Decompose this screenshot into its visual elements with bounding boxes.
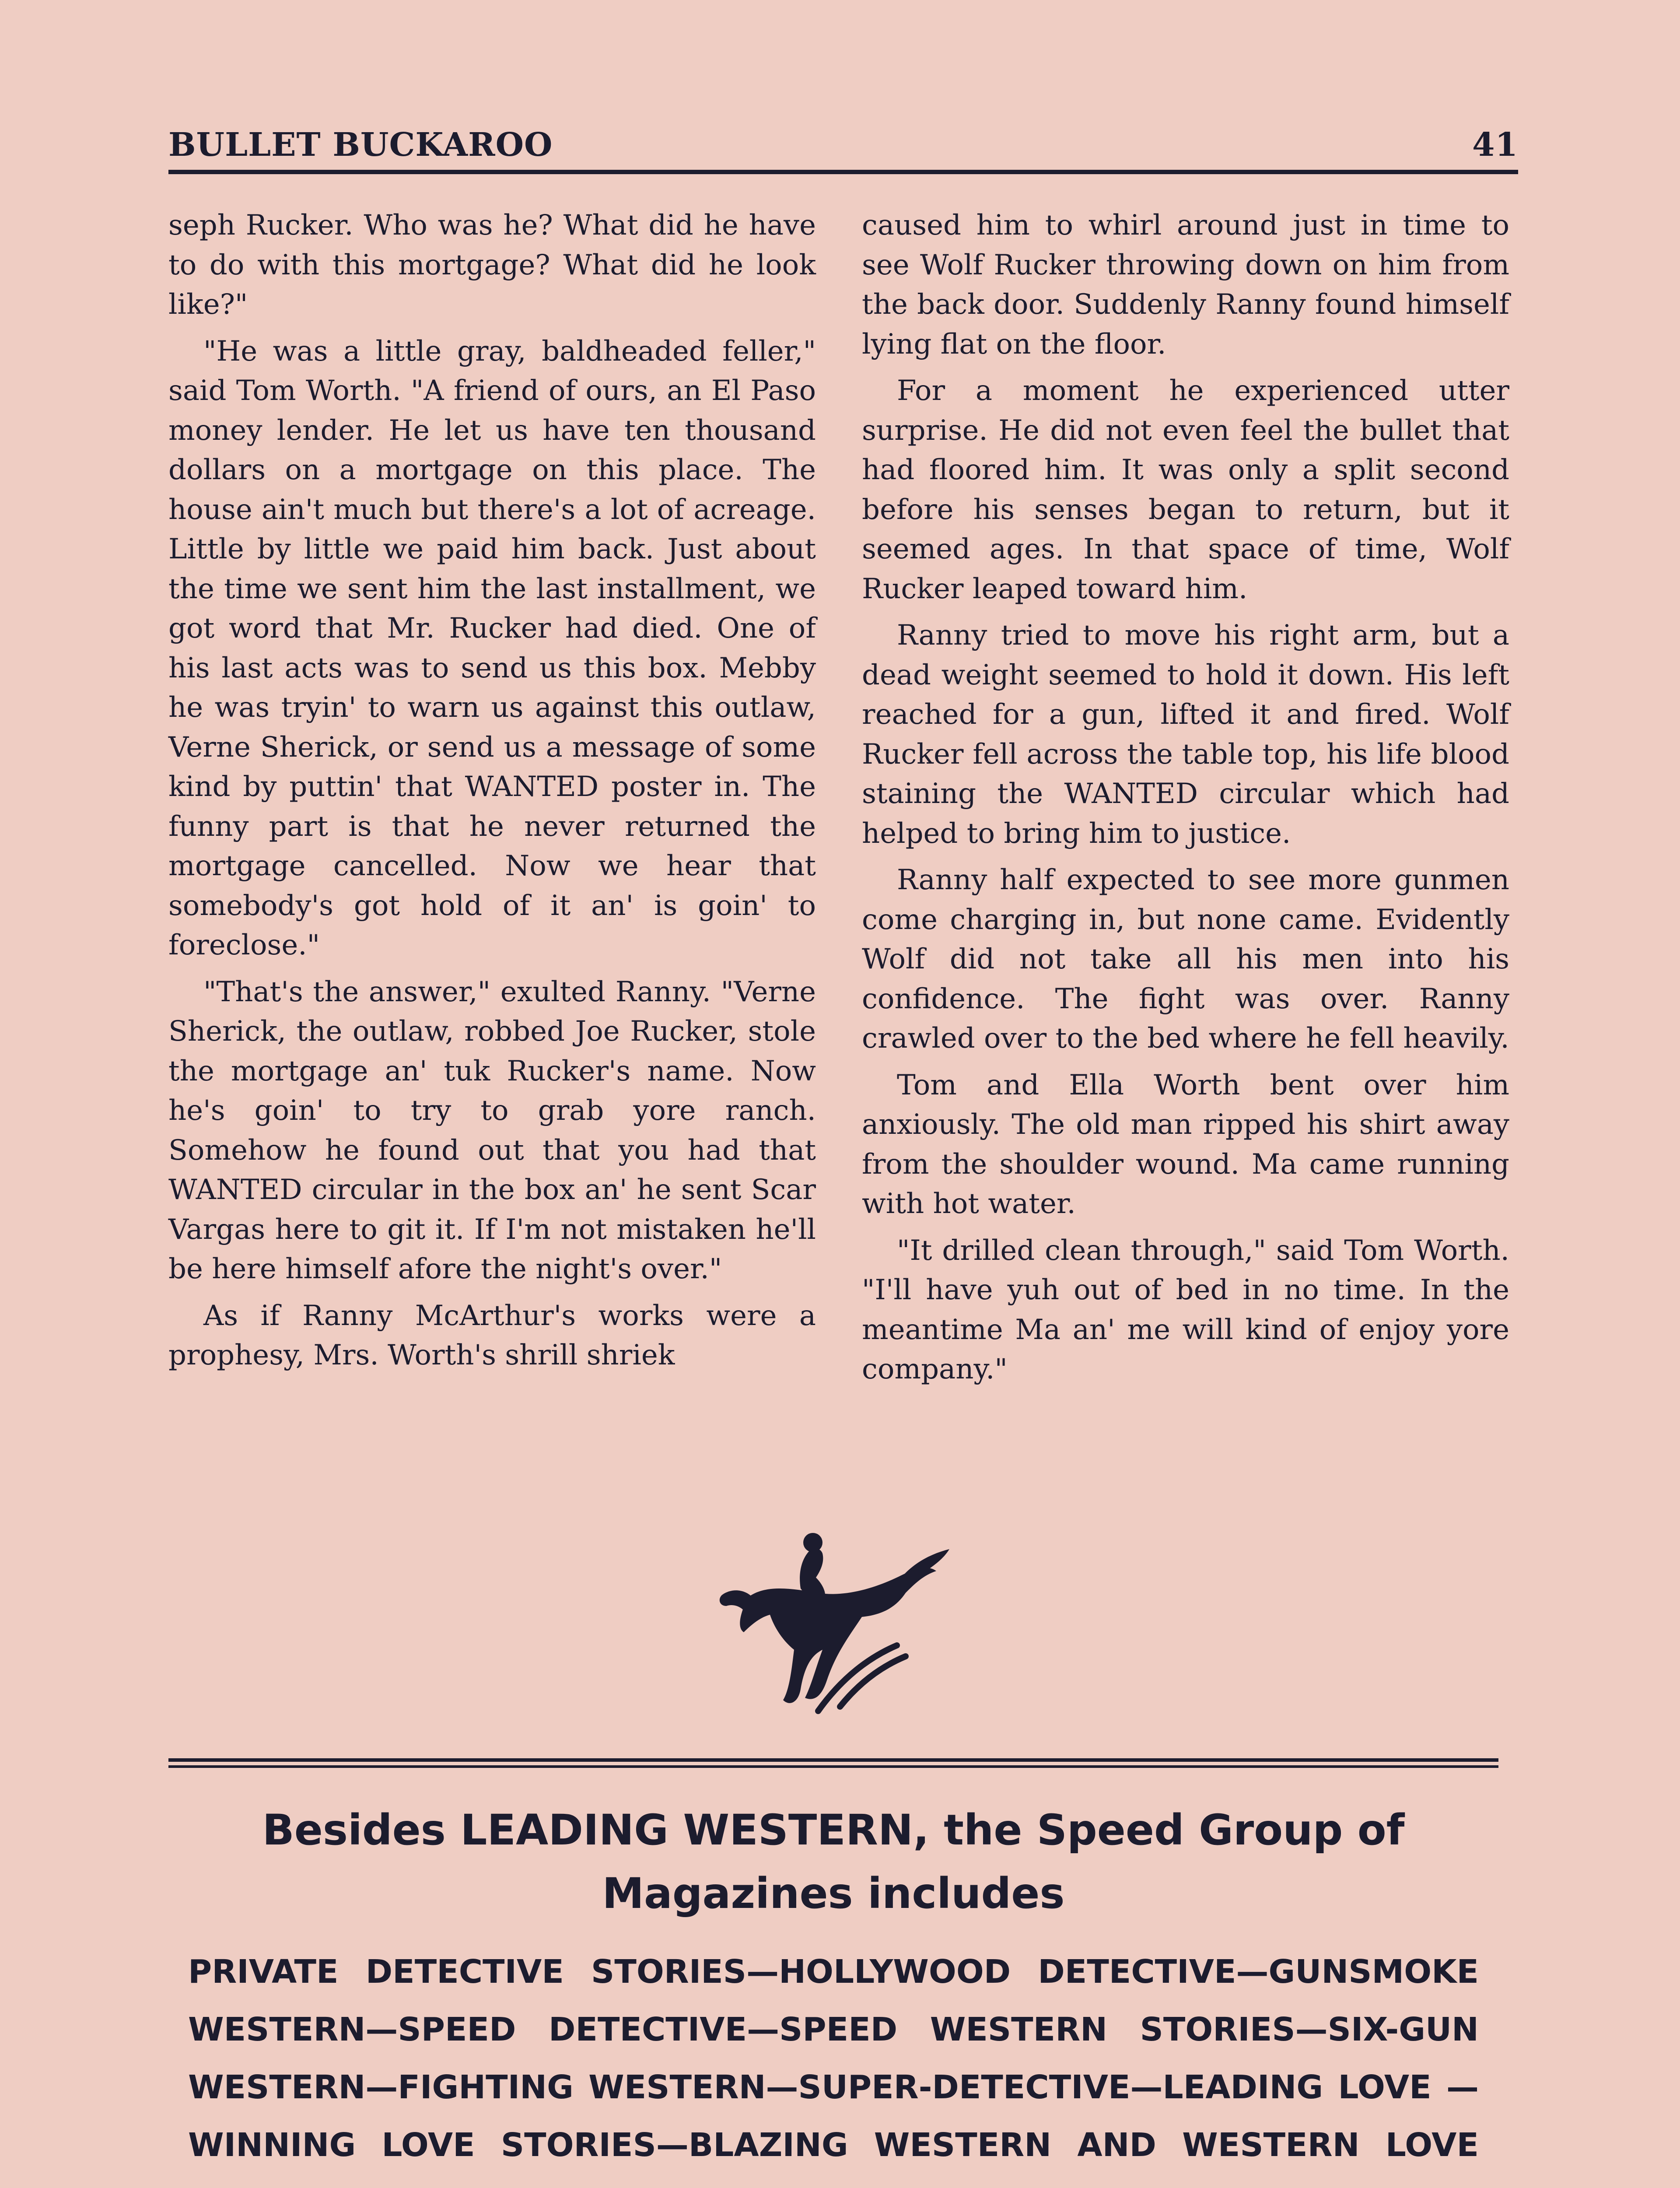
page-number: 41 (1472, 126, 1518, 164)
paragraph: Ranny half expected to see more gunmen come charging in, but none came. Evidently Wolf did not take all his men into his confidence. The fight was over. Ranny crawled over to the bed where he fell heavily. (862, 864, 1509, 1055)
ad-title: Besides LEADING WESTERN, the Speed Group of Magazines includes (262, 1806, 1405, 1918)
horse-and-rider-jumping-icon (718, 1523, 954, 1724)
paragraph: seph Rucker. Who was he? What did he have to do with this mortgage? What did he look like?" (168, 209, 816, 321)
paragraph: For a moment he experienced utter surprise. He did not even feel the bullet that had floored him. It was only a split second before his senses began to return, but it seemed ages. In that space of time, Wolf Rucker leaped toward him. (862, 375, 1509, 605)
right-text-column (862, 206, 1509, 1396)
paragraph: As if Ranny McArthur's works were a prophesy, Mrs. Worth's shrill shriek (168, 1299, 816, 1371)
paragraph: caused him to whirl around just in time to see Wolf Rucker throwing down on him from the back door. Suddenly Ranny found himself lying flat on the floor. (862, 209, 1509, 361)
paragraph: "It drilled clean through," said Tom Worth. "I'll have yuh out of bed in no time. In the meantime Ma an' me will kind of enjoy yore company." (862, 1234, 1509, 1385)
paragraph: Tom and Ella Worth bent over him anxiously. The old man ripped his shirt away from the shoulder wound. Ma came running with hot water. (862, 1069, 1509, 1220)
paragraph: "That's the answer," exulted Ranny. "Verne Sherick, the outlaw, robbed Joe Rucker, stole the mortgage an' tuk Rucker's name. Now he's goin' to try to grab yore ranch. Somehow he found out that you had that WANTED circular in the box an' he sent Scar Vargas here to git it. If I'm not mistaken he'll be here himself afore the night's over." (168, 975, 816, 1285)
paragraph: "He was a little gray, baldheaded feller," said Tom Worth. "A friend of ours, an El Paso money lender. He let us have ten thousand dollars on a mortgage on this place. The house ain't much but there's a lot of acreage. Little by little we paid him back. Just about the time we sent him the last installment, we got word that Mr. Rucker had died. One of his last acts was to send us this box. Mebby he was tryin' to warn us against this outlaw, Verne Sherick, or send us a message of some kind by puttin' that WANTED poster in. The funny part is that he never returned the mortgage cancelled. Now we hear that somebody's got hold of it an' is goin' to foreclose." (168, 335, 816, 961)
divider-rule (168, 1758, 1498, 1768)
running-header (168, 126, 1518, 174)
running-title: BULLET BUCKAROO (168, 126, 553, 164)
paragraph: Ranny tried to move his right arm, but a dead weight seemed to hold it down. His left reached for a gun, lifted it and fired. Wolf Rucker fell across the table top, his life blood staining the WANTED circular which had helped to bring him to justice. (862, 619, 1509, 850)
magazine-list: PRIVATE DETECTIVE STORIES—HOLLYWOOD DETECTIVE—GUNSMOKE WESTERN—SPEED DETECTIVE—SPEED WESTERN STORIES—SIX-GUN WESTERN—FIGHTING WESTERN—SUPER-DETECTIVE—LEADING LOVE —WINNING LOVE STORIES—BLAZING WESTERN AND WESTERN LOVE (188, 1953, 1479, 2164)
left-text-column (168, 206, 816, 1382)
